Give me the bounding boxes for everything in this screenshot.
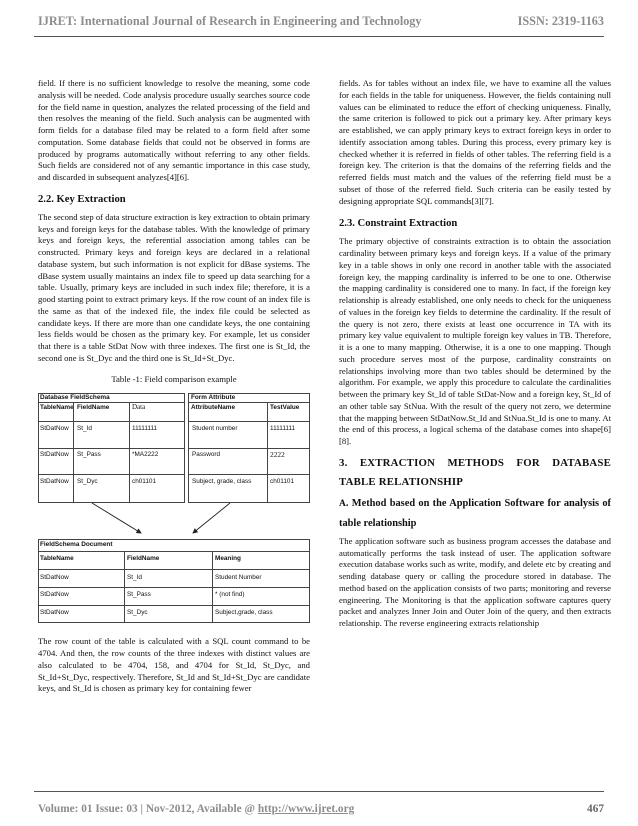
- table-cell: St_Id: [127, 574, 142, 582]
- paragraph: The row count of the table is calculated with a SQL count command to be 4704. And then, the row counts of the three indexes with distinct values are also calculated to be 4704, 158, and 4704 for St_Id, St_Dyc, and St_Id+St_Dyc, respectively. Therefore, St_Id and St_Id+St_Dyc are candidate keys, and St_Id is chosen as primary key for containing fewer: [38, 636, 310, 694]
- table-cell: StDatNow: [40, 478, 69, 486]
- table-cell: St_Pass: [77, 451, 101, 459]
- header-rule: [34, 36, 604, 37]
- page-number: 467: [587, 803, 604, 815]
- paragraph: field. If there is no sufficient knowledge to resolve the meaning, some code analysis will be needed. Code analysis procedure usually searches source code for the field name in question, analyzes the related processing of the field and then resolves the meaning of the field. Such analysis can be augmented with form fields for a database filed may be related to a form field after some computation. Some database fields that could not be observed in forms are produced by programs automatically without referring to any other fields. Such fields are considered not of any semantic importance in this case study, and discarded in subsequent analyzes[4][6].: [38, 78, 310, 182]
- section-heading-extraction-methods: 3. EXTRACTION METHODS FOR DATABASE TABLE RELATIONSHIP: [339, 456, 611, 488]
- table-cell: 11111111: [270, 425, 296, 433]
- table-cell: StDatNow: [40, 609, 69, 617]
- arrow-from-form-attribute: [193, 503, 230, 533]
- paragraph: The application software such as business program accesses the database and automatically performs the task instead of user. The application software execution database works such as write, modify, and delete etc by creating and sending database query or calling the procedure stored in database. The method based on the application consists of two parts; monitoring and reverse engineering. The Monitoring is that the application software captures query packet and analyzes Inner Join and Outer Join of the query, and then extracts relationship. The reverse engineering extracts relationship: [339, 535, 611, 628]
- subsection-letter: A: [339, 498, 346, 509]
- table-cell: *MA2222: [132, 451, 159, 459]
- table-cell: St_Id: [77, 425, 92, 433]
- db-header-fieldname: FieldName: [77, 404, 110, 412]
- table-cell: StDatNow: [40, 574, 69, 582]
- volume-info: Volume: 01 Issue: 03 | Nov-2012, Available @: [38, 803, 258, 815]
- table-cell: ch01101: [270, 478, 295, 486]
- table-cell: 11111111: [132, 425, 158, 433]
- table-cell: Subject, grade, class: [192, 478, 252, 486]
- doc-header-tablename: TableName: [40, 555, 74, 563]
- table-cell: St_Pass: [127, 591, 151, 599]
- running-header: [38, 10, 604, 32]
- arrow-from-db-schema: [92, 503, 141, 533]
- section-heading-key-extraction: 2.2. Key Extraction: [38, 193, 126, 205]
- mapping-arrows: [38, 393, 310, 543]
- table-cell: * (not find): [215, 591, 245, 599]
- form-header-attributename: AttributeName: [191, 404, 236, 412]
- db-schema-title: Database FieldSchema: [40, 394, 110, 402]
- doc-header-fieldname: FieldName: [127, 555, 160, 563]
- table-cell: StDatNow: [40, 425, 69, 433]
- table-caption: Table -1: Field comparison example: [111, 373, 237, 384]
- issn-label: ISSN: 2319-1163: [517, 14, 604, 28]
- form-header-testvalue: TestValue: [270, 404, 300, 412]
- journal-link[interactable]: http://www.ijret.org: [257, 803, 355, 815]
- table-cell: Student Number: [215, 574, 262, 582]
- left-column: [38, 78, 310, 695]
- table-cell: ch01101: [132, 478, 157, 486]
- table-cell: StDatNow: [40, 591, 69, 599]
- table-cell: St_Dyc: [77, 478, 98, 486]
- right-column: [339, 78, 611, 630]
- db-header-tablename: TableName: [40, 404, 74, 412]
- doc-title: FieldSchema Document: [40, 541, 113, 549]
- footer-rule: [34, 791, 604, 792]
- table-cell: Subject,grade, class: [215, 609, 273, 617]
- table-cell: 2222: [270, 450, 285, 460]
- table-cell: StDatNow: [40, 451, 69, 459]
- paragraph: The primary objective of constraints extraction is to obtain the association cardinality between primary keys and foreign keys. If a value of the primary key in a table shows in only one record in another table with the associated foreign key, the mapping cardinality is inferred to be one to one. Otherwise the mapping cardinality is considered one to many. In fact, if the foreign key relationship is already established, one only needs to check for the uniqueness of values in the foreign key fields to determine the cardinality. If the result of the query is not zero, there exists at least one occurrence in TA with its primary key value equivalent to multiple foreign key values in TB. Therefore, it is a one to many mapping. Otherwise, it is a one to one mapping. Though such procedure serves most of the purpose, cardinality constraints on relationships involving more than two tables should be determined by the algorithm. For example, we apply this procedure to calculate the cardinalities between the primary key St_Id of table StDat-Now and a foreign key, St_Id of an other table say StNua. With the result of the query not zero, we determine that the mapping between StDatNow.St_Id and StNua.St_Id is one to many. At the end of this process, a logical schema of the database comes into shape[6][8].: [339, 236, 611, 446]
- running-footer: [38, 803, 604, 815]
- subsection-title: . Method based on the Application Software for analysis of table relationship: [339, 497, 611, 529]
- paragraph: The second step of data structure extraction is key extraction to obtain primary keys and foreign keys for the database tables. With the knowledge of primary keys and foreign keys, the referential association among tables can be constructed. Primary keys and foreign keys are declared in a relational database system, but such information is not explicit for dBase systems. The dBase system usually maintains an index file to speed up data searching for a table. Usually, primary keys are included in such index file; therefore, it is a good starting point to extract primary keys. If the row count of an index file is the same as that of the indexed file, the index file could be selected as candidate keys. If there are more than one candidate keys, the one containing less fields would be chosen as the primary key. For example, let us consider that there is a table StDat Now with three indexes. The first one is St_Id, the second one is St_Dyc and the third one is St_Id+St_Dyc.: [38, 211, 310, 363]
- field-comparison-figure: [38, 393, 310, 626]
- table-cell: Student number: [192, 425, 238, 433]
- table-cell: Password: [192, 451, 221, 459]
- doc-header-meaning: Meaning: [215, 555, 241, 563]
- table-cell: St_Dyc: [127, 609, 148, 617]
- journal-title: IJRET: International Journal of Research in Engineering and Technology: [38, 14, 422, 28]
- section-heading-constraint-extraction: 2.3. Constraint Extraction: [339, 218, 458, 230]
- subsection-heading-method-a: [339, 494, 611, 533]
- paragraph: fields. As for tables without an index file, we have to examine all the values for each fields in the table for uniqueness. However, the fields containing null values can be eliminated to reduce the effort of checking uniqueness. Finally, the same criterion is followed to pick out a primary key. After primary keys are established, we can apply primary keys to extract foreign keys in order to identify association among tables. During this process, every primary key is checked whether it is referred in fields of other tables. The referring field is a foreign key. The criterion is that the domains of the referring fields and the referred fields must match and the values of the referring field must be a subset of those of the referred field. Such criteria can be easily tested by designing appropriate SQL commands[3][7].: [339, 78, 611, 206]
- form-attr-title: Form Attribute: [191, 394, 236, 402]
- db-header-data: Data: [132, 403, 146, 412]
